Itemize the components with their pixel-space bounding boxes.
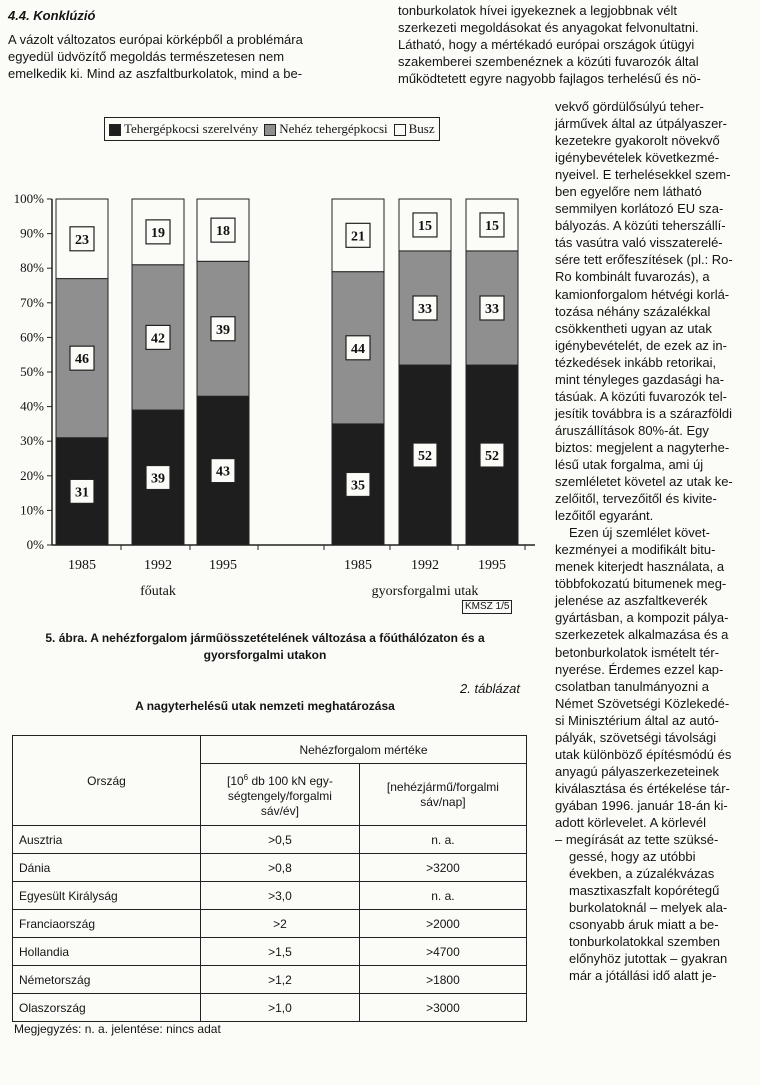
text-line: tonburkolatok hívei igyekeznek a legjobbnak vélt [398, 3, 677, 18]
intro-paragraph [8, 31, 360, 82]
text-line: sére tett erőfeszítések (pl.: Ro- [555, 252, 733, 268]
data-label: 44 [351, 341, 365, 357]
cell-vehicles: n. a. [359, 882, 526, 910]
header-text: ségtengely/forgalmi [227, 789, 332, 803]
right-top-paragraph [398, 2, 754, 87]
cell-axle: >2 [201, 910, 360, 938]
text-line: igénybevételét, de ezek az in- [555, 337, 727, 353]
text-line: tásúak. A közúti fuvarozók tel- [555, 388, 727, 404]
legend-label: Tehergépkocsi szerelvény [124, 121, 259, 136]
legend-swatch [109, 124, 121, 136]
legend-swatch [394, 124, 406, 136]
text-line: gyártásban, a kompozit pálya- [555, 610, 729, 626]
text-line: tozása néhány százalékkal [555, 303, 711, 319]
cell-vehicles: >4700 [359, 938, 526, 966]
header-text: [nehézjármű/forgalmi [386, 779, 499, 794]
cell-country: Franciaország [13, 910, 201, 938]
section-title: 4.4. Konklúzió [8, 8, 96, 23]
text-line: nyerése. Érdemes ezzel kap- [555, 661, 724, 677]
group-label: főutak [140, 584, 176, 599]
text-line: lésű utak forgalma, ami új [555, 456, 704, 472]
table-row [13, 882, 527, 910]
text-line: vekvő gördülősúlyú teher- [555, 99, 704, 114]
text-line: csonyabb áruk miatt a be- [569, 917, 719, 933]
column-header-group: Nehézforgalom mértéke [201, 736, 527, 764]
cell-country: Hollandia [13, 938, 201, 966]
text-line: szakemberei szembenéznek a közúti fuvarozók által [398, 54, 699, 69]
text-line: mint tényleges gazdasági ha- [555, 371, 725, 387]
table-number: 2. táblázat [460, 681, 520, 696]
data-label: 31 [75, 485, 89, 501]
text-line: jesítik továbbra is a szárazföldi [555, 405, 733, 421]
table-row [13, 938, 527, 966]
table-row [13, 994, 527, 1022]
text-line: igénybevételek következmé- [555, 150, 720, 166]
text-line: semmilyen korlátozó EU sza- [555, 201, 724, 217]
data-label: 52 [485, 449, 499, 465]
data-label: 33 [485, 301, 499, 317]
header-text: [10 [226, 774, 244, 788]
text-line: anyagú pályaszerkezeteinek [555, 763, 720, 779]
text-line: nyeivel. E terhelésekkel szem- [555, 167, 731, 183]
header-superscript: 6 [243, 773, 249, 782]
text-line: előnyhöz jutottak – gyakran [569, 951, 728, 967]
text-line: Látható, hogy a mértékadó európai országok útügyi [398, 37, 695, 52]
y-tick-label: 100% [13, 191, 44, 206]
y-tick-label: 20% [20, 467, 44, 483]
text-line: gessé, hogy az utóbbi [569, 849, 696, 865]
text-line: szerkezeti megoldásokat és anyagokat felvonultatni. [398, 20, 699, 35]
text-line: kezményei a modifikált bitu- [555, 542, 716, 558]
legend-swatch [264, 124, 276, 136]
y-tick-label: 10% [20, 502, 44, 518]
chart-legend [104, 117, 440, 141]
text-line: betonburkolatok ismételt tér- [555, 644, 720, 660]
table-row [13, 910, 527, 938]
cell-country: Olaszország [13, 994, 201, 1022]
cell-axle: >1,5 [201, 938, 360, 966]
table-row [13, 966, 527, 994]
text-line: szemléletet követel az utak ke- [555, 474, 733, 490]
text-line: áruszállítások 80%-át. Egy [555, 422, 709, 438]
text-line: pályák, szövetségi távolsági [555, 729, 717, 745]
data-label: 42 [151, 331, 165, 347]
text-line: kezetekre gyakorolt növekvő [555, 133, 720, 149]
x-tick-label: 1985 [344, 558, 372, 573]
y-tick-label: 30% [20, 433, 44, 449]
cell-vehicles: >3200 [359, 854, 526, 882]
table-note: Megjegyzés: n. a. jelentése: nincs adat [14, 1022, 221, 1036]
y-tick-label: 0% [26, 537, 44, 552]
text-line: lezőitől egyaránt. [555, 508, 654, 524]
data-label: 18 [216, 224, 230, 240]
data-label: 39 [151, 471, 165, 487]
table-row [13, 854, 527, 882]
text-line: tézkedések inkább retorikai, [555, 354, 717, 370]
cell-vehicles: >2000 [359, 910, 526, 938]
legend-item [264, 121, 387, 137]
cell-country: Dánia [13, 854, 201, 882]
cell-vehicles: >3000 [359, 994, 526, 1022]
text-line: tás vasútra való visszaterelé- [555, 235, 723, 251]
header-text: sáv/év] [260, 804, 299, 818]
y-tick-label: 60% [20, 329, 44, 345]
text-line: működtetett egyre nagyobb fajlagos terhelésű és nö- [398, 71, 701, 86]
x-tick-label: 1995 [209, 558, 237, 573]
data-label: 21 [351, 229, 365, 245]
data-label: 35 [351, 478, 365, 494]
y-tick-label: 80% [20, 260, 44, 276]
cell-axle: >0,8 [201, 854, 360, 882]
text-line: tonburkolatokkal szemben [569, 934, 721, 950]
column-header-country: Ország [13, 736, 201, 826]
column-header-vehicles [359, 764, 526, 826]
text-line: masztixaszfalt kopórétegű [569, 883, 720, 899]
text-line: Ro kombinált fuvarozás), a [555, 269, 710, 285]
table-title: A nagyterhelésű utak nemzeti meghatározása [135, 699, 395, 713]
data-label: 33 [418, 301, 432, 317]
x-tick-label: 1992 [411, 558, 439, 573]
text-line: csökkentheti ugyan az utak [555, 320, 712, 336]
group-label: gyorsforgalmi utak [371, 584, 479, 599]
text-line: jelenése az aszfaltkeverék [555, 593, 708, 609]
source-tag: KMSZ 1/5 [462, 600, 512, 614]
data-label: 52 [418, 449, 432, 465]
cell-axle: >0,5 [201, 826, 360, 854]
text-line: többfokozatú bitumenek meg- [555, 576, 727, 592]
y-tick-label: 40% [20, 398, 44, 414]
definition-table [12, 735, 527, 1022]
data-label: 15 [485, 218, 499, 234]
cell-vehicles: >1800 [359, 966, 526, 994]
data-label: 23 [75, 232, 89, 248]
text-line: már a jótállási idő alatt je- [569, 968, 717, 984]
text-line: években, a zúzalékvázas [569, 866, 715, 882]
y-tick-label: 70% [20, 294, 44, 310]
cell-axle: >1,2 [201, 966, 360, 994]
text-line: szerkezetek alkalmazása és a [555, 627, 729, 643]
legend-label: Nehéz tehergépkocsi [279, 121, 388, 136]
text-line: adott körlevelet. A körlevél [555, 814, 707, 830]
data-label: 39 [216, 322, 230, 338]
data-label: 15 [418, 218, 432, 234]
text-line: bályozás. A közúti teherszállí- [555, 218, 726, 234]
text-line: Német Szövetségi Közlekedé- [555, 695, 730, 711]
x-tick-label: 1995 [478, 558, 506, 573]
text-line: járművek által az útpályaszer- [555, 116, 727, 132]
y-tick-label: 90% [20, 225, 44, 241]
right-column-text [555, 98, 755, 984]
header-text: db 100 kN egy- [248, 774, 333, 788]
y-tick-label: 50% [20, 364, 44, 379]
data-label: 46 [75, 352, 89, 368]
text-line: burkolatoknál – melyek ala- [569, 900, 728, 916]
text-line: zelőitől, tervezőitől és kivite- [555, 491, 717, 507]
legend-item [394, 121, 435, 137]
cell-country: Egyesült Királyság [13, 882, 201, 910]
x-tick-label: 1985 [68, 558, 96, 573]
cell-axle: >3,0 [201, 882, 360, 910]
intro-line: egyedül üdvözítő megoldás természetesen nem [8, 49, 285, 64]
table-row [13, 826, 527, 854]
legend-label: Busz [408, 121, 435, 136]
header-text: sáv/nap] [420, 794, 466, 809]
cell-country: Németország [13, 966, 201, 994]
text-line: – megírását az tette szüksé- [555, 832, 719, 848]
data-label: 43 [216, 464, 230, 480]
text-line: si Minisztérium által az autó- [555, 712, 719, 728]
cell-vehicles: n. a. [359, 826, 526, 854]
text-line: csolatban tanulmányozni a [555, 678, 709, 694]
legend-item [109, 121, 258, 137]
text-line: ben egyelőre nem látható [555, 184, 702, 200]
text-line: biztos: megjelent a nagyterhe- [555, 439, 730, 455]
x-tick-label: 1992 [144, 558, 172, 573]
figure-caption [0, 630, 530, 664]
figure-caption-line: gyorsforgalmi utakon [203, 648, 327, 662]
stacked-bar-chart [0, 180, 540, 610]
data-label: 19 [151, 225, 165, 241]
text-line: menek kiterjedt használata, a [555, 559, 725, 575]
text-line: gyában 1996. január 18-án ki- [555, 797, 728, 813]
text-line: kamionforgalom hétvégi korlá- [555, 286, 730, 302]
text-line: utak különböző építésmódú és [555, 746, 732, 762]
figure-caption-line: 5. ábra. A nehézforgalom járműösszetételének változása a főúthálózaton és a [45, 631, 485, 645]
intro-line: emelkedik ki. Mind az aszfaltburkolatok, mind a be- [8, 66, 303, 81]
intro-line: A vázolt változatos európai körképből a problémára [8, 32, 303, 47]
text-line: Ezen új szemlélet követ- [569, 525, 710, 541]
column-header-axle [201, 764, 360, 826]
cell-axle: >1,0 [201, 994, 360, 1022]
cell-country: Ausztria [13, 826, 201, 854]
text-line: kiválasztása és értékelése tár- [555, 780, 730, 796]
